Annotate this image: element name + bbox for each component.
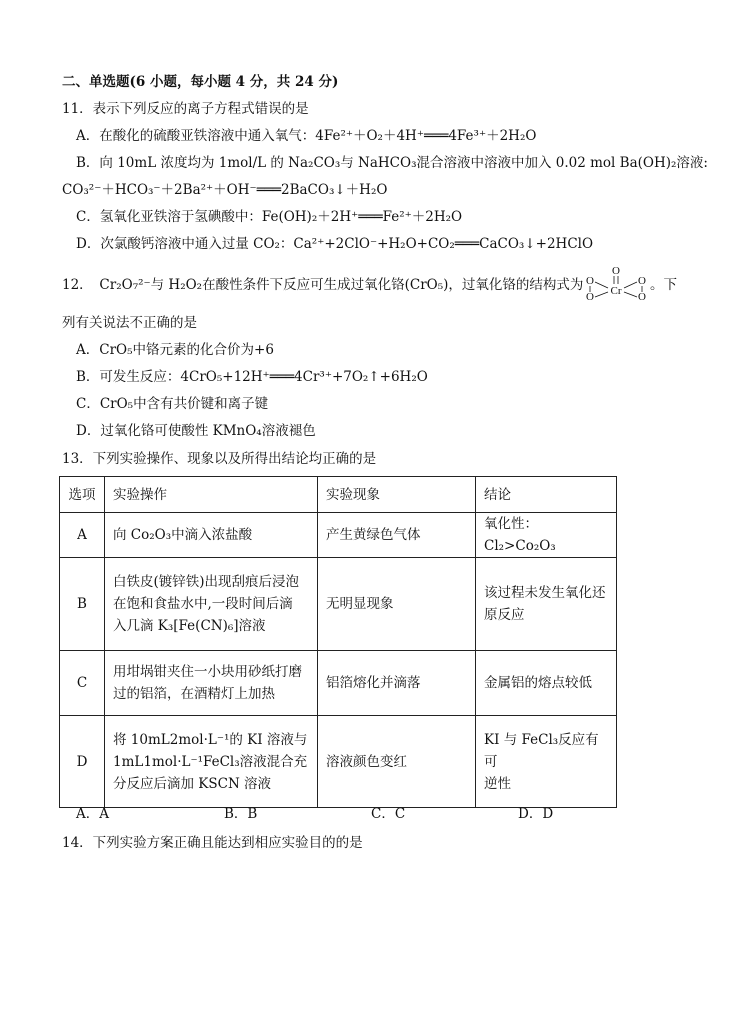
operation-line: 1mL1mol·L⁻¹FeCl₃溶液混合充 xyxy=(113,753,308,770)
row-operation xyxy=(105,513,318,558)
q12-option-a: A．CrO₅中铬元素的化合价为+6 xyxy=(76,342,274,358)
structure-o-right-bottom: O xyxy=(638,291,646,303)
q13-answer-c: C．C xyxy=(371,806,406,822)
operation-line: 用坩埚钳夹住一小块用砂纸打磨 xyxy=(113,664,302,680)
q14-stem: 14．下列实验方案正确且能达到相应实验目的的是 xyxy=(62,835,363,851)
structure-o-left-bottom: O xyxy=(586,291,594,303)
conclusion-line: 逆性 xyxy=(484,775,511,792)
row-option: D xyxy=(60,716,105,808)
q13-answer-a: A．A xyxy=(76,806,109,822)
q11-stem: 11．表示下列反应的离子方程式错误的是 xyxy=(62,101,309,117)
table-row xyxy=(60,716,617,808)
q12-stem-end: 。下 xyxy=(650,277,677,293)
conclusion-line: 氧化性：Cl₂>Co₂O₃ xyxy=(484,516,556,554)
row-option: C xyxy=(60,651,105,716)
structure-o-top: O xyxy=(612,265,620,277)
header-operation: 实验操作 xyxy=(105,477,318,513)
row-phenomenon: 铝箔熔化并滴落 xyxy=(318,651,476,716)
row-conclusion xyxy=(476,558,617,651)
table-header-row xyxy=(60,477,617,513)
q11-option-c: C．氢氧化亚铁溶于氢碘酸中：Fe(OH)₂＋2H⁺═══Fe²⁺＋2H₂O xyxy=(76,209,463,225)
q12-option-b: B．可发生反应：4CrO₅+12H⁺═══4Cr³⁺+7O₂↑+6H₂O xyxy=(76,369,428,385)
row-phenomenon: 产生黄绿色气体 xyxy=(318,513,476,558)
row-conclusion xyxy=(476,651,617,716)
q11-option-a: A．在酸化的硫酸亚铁溶液中通入氧气：4Fe²⁺＋O₂＋4H⁺═══4Fe³⁺＋2H₂O xyxy=(76,128,537,144)
operation-line: 入几滴 K₃[Fe(CN)₆]溶液 xyxy=(113,618,266,634)
conclusion-line: 原反应 xyxy=(484,607,525,623)
operation-line: 将 10mL2mol·L⁻¹的 KI 溶液与 xyxy=(113,731,308,748)
q13-stem: 13．下列实验操作、现象以及所得出结论均正确的是 xyxy=(62,451,377,467)
header-conclusion: 结论 xyxy=(476,477,617,513)
table-row xyxy=(60,651,617,716)
q11-option-b-line2: CO₃²⁻＋HCO₃⁻＋2Ba²⁺＋OH⁻═══2BaCO₃↓＋H₂O xyxy=(62,182,388,198)
row-option: B xyxy=(60,558,105,651)
q11-option-b-line1: B．向 10mL 浓度均为 1mol/L 的 Na₂CO₃与 NaHCO₃混合溶液中溶液中加入 0.02 mol Ba(OH)₂溶液: xyxy=(76,155,708,171)
row-option: A xyxy=(60,513,105,558)
q12-option-d: D．过氧化铬可使酸性 KMnO₄溶液褪色 xyxy=(76,423,316,439)
row-operation xyxy=(105,558,318,651)
row-phenomenon: 无明显现象 xyxy=(318,558,476,651)
q13-experiment-table xyxy=(59,476,617,808)
row-conclusion xyxy=(476,716,617,808)
q13-answer-b: B．B xyxy=(224,806,258,822)
table-row xyxy=(60,558,617,651)
row-operation xyxy=(105,716,318,808)
conclusion-line: 该过程未发生氧化还 xyxy=(484,585,606,601)
header-option: 选项 xyxy=(60,477,105,513)
q12-option-c: C．CrO₅中含有共价键和离子键 xyxy=(76,396,269,412)
row-phenomenon: 溶液颜色变红 xyxy=(318,716,476,808)
conclusion-line: 金属铝的熔点较低 xyxy=(484,675,592,691)
structure-o-right-top: O xyxy=(638,275,646,287)
operation-line: 在饱和食盐水中,一段时间后滴 xyxy=(113,596,293,612)
conclusion-line: KI 与 FeCl₃反应有可 xyxy=(484,731,599,770)
row-operation xyxy=(105,651,318,716)
q13-answer-d: D．D xyxy=(518,806,554,822)
q11-option-d: D．次氯酸钙溶液中通入过量 CO₂：Ca²⁺+2ClO⁻+H₂O+CO₂═══CaCO₃↓+2HClO xyxy=(76,236,594,252)
table-row xyxy=(60,513,617,558)
q12-stem-line2: 列有关说法不正确的是 xyxy=(62,315,197,331)
operation-line: 向 Co₂O₃中滴入浓盐酸 xyxy=(113,527,253,543)
q12-stem-line1: 12． Cr₂O₇²⁻与 H₂O₂在酸性条件下反应可生成过氧化铬(CrO₅)，过氧化铬的结构式为 xyxy=(62,277,584,293)
structure-o-left-top: O xyxy=(586,275,594,287)
cro5-structure-diagram xyxy=(582,264,650,304)
structure-cr: Cr xyxy=(610,285,622,297)
section-title: 二、单选题(6 小题，每小题 4 分，共 24 分) xyxy=(62,74,339,90)
operation-line: 过的铝箔，在酒精灯上加热 xyxy=(113,686,275,702)
operation-line: 白铁皮(镀锌铁)出现刮痕后浸泡 xyxy=(113,574,300,590)
row-conclusion xyxy=(476,513,617,558)
operation-line: 分反应后滴加 KSCN 溶液 xyxy=(113,775,272,792)
header-phenomenon: 实验现象 xyxy=(318,477,476,513)
